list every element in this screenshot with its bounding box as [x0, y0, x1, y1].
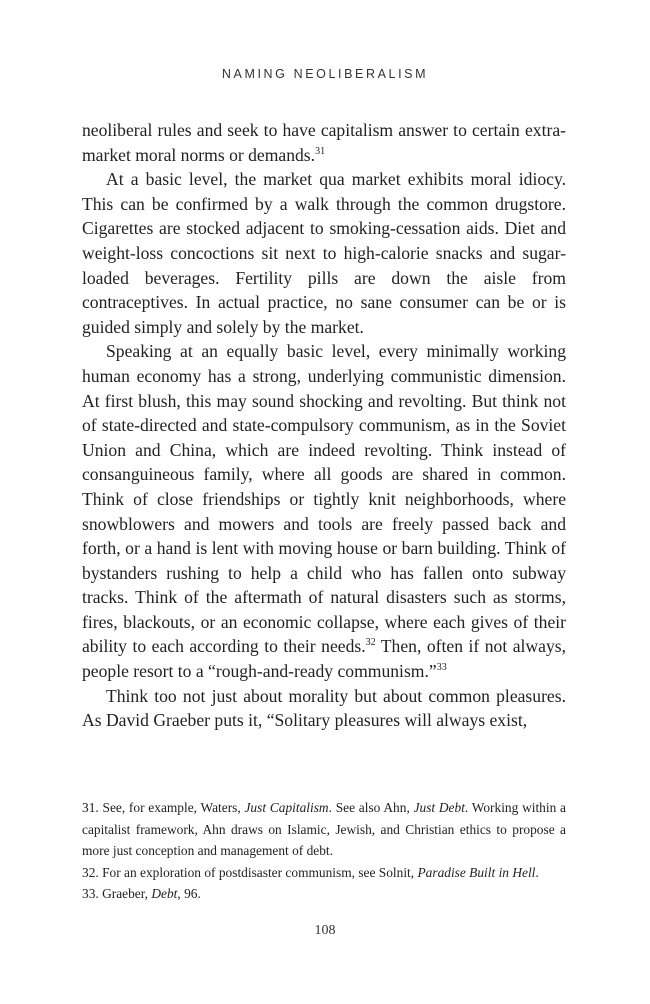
text-run: neoliberal rules and seek to have capitalism answer to certain extra-market moral norms or demands. [82, 120, 566, 165]
paragraph [82, 118, 566, 167]
footnotes [82, 797, 566, 905]
paragraph [82, 339, 566, 683]
text-run: . See also Ahn, [328, 800, 414, 815]
text-run: 33. Graeber, [82, 886, 152, 902]
text-run: 31. See, for example, Waters, [82, 800, 245, 815]
body-text [82, 118, 566, 733]
text-run: , 96. [177, 886, 201, 902]
italic-title: Just Capitalism [244, 800, 329, 815]
text-run: Think too not just about morality but about common pleasures. As David Graeber puts it, “Solitary pleasures will always exist, [82, 685, 566, 731]
running-head: NAMING NEOLIBERALISM [221, 67, 429, 81]
footnote [82, 883, 566, 905]
footnote-ref: 31 [315, 145, 326, 157]
footnote-ref: 33 [436, 662, 447, 674]
paragraph [82, 684, 566, 733]
italic-title: Debt [151, 886, 178, 902]
page-number: 108 [314, 923, 336, 938]
text-run: . Working within a capitalist framework, Ahn draws on Islamic, Jewish, and Christian ethics to propose a more just conception and management of debt. [82, 800, 566, 859]
text-run: Speaking at an equally basic level, every minimally working human economy has a strong, underlying communistic dimension. At first blush, this may sound shocking and revolting. But think not of state-directed and state-compulsory communism, as in the Soviet Union and China, which are indeed revolting. Think instead of consanguineous family, where all goods are shared in common. Think of close friendships or tightly knit neighborhoods, where snowblowers and mowers and tools are freely passed back and forth, or a hand is lent with moving house or barn building. Think of bystanders rushing to help a child who has fallen onto subway tracks. Think of the aftermath of natural disasters such as storms, fires, blackouts, or an economic collapse, where each gives of their ability to each according to their needs. [82, 341, 566, 657]
italic-title: Paradise Built in Hell [417, 864, 536, 880]
text-run: 32. For an exploration of postdisaster communism, see Solnit, [82, 864, 418, 880]
italic-title: Just Debt [413, 800, 465, 815]
text-run: . [535, 864, 539, 880]
footnote [82, 797, 566, 862]
text-run: Then, often if not always, people resort to a “rough-and-ready communism.” [82, 636, 566, 682]
paragraph [82, 167, 566, 339]
text-run: At a basic level, the market qua market exhibits moral idiocy. This can be confirmed by a walk through the common drugstore. Cigarettes are stocked adjacent to smoking-cessation aids. Diet and weight-loss concoctions sit next to high-calorie snacks and sugar-loaded beverages. Fertility pills are down the aisle from contraceptives. In actual practice, no sane consumer can be or is guided simply and solely by the market. [82, 169, 566, 337]
footnote-ref: 32 [365, 637, 376, 649]
footnote [82, 862, 566, 884]
